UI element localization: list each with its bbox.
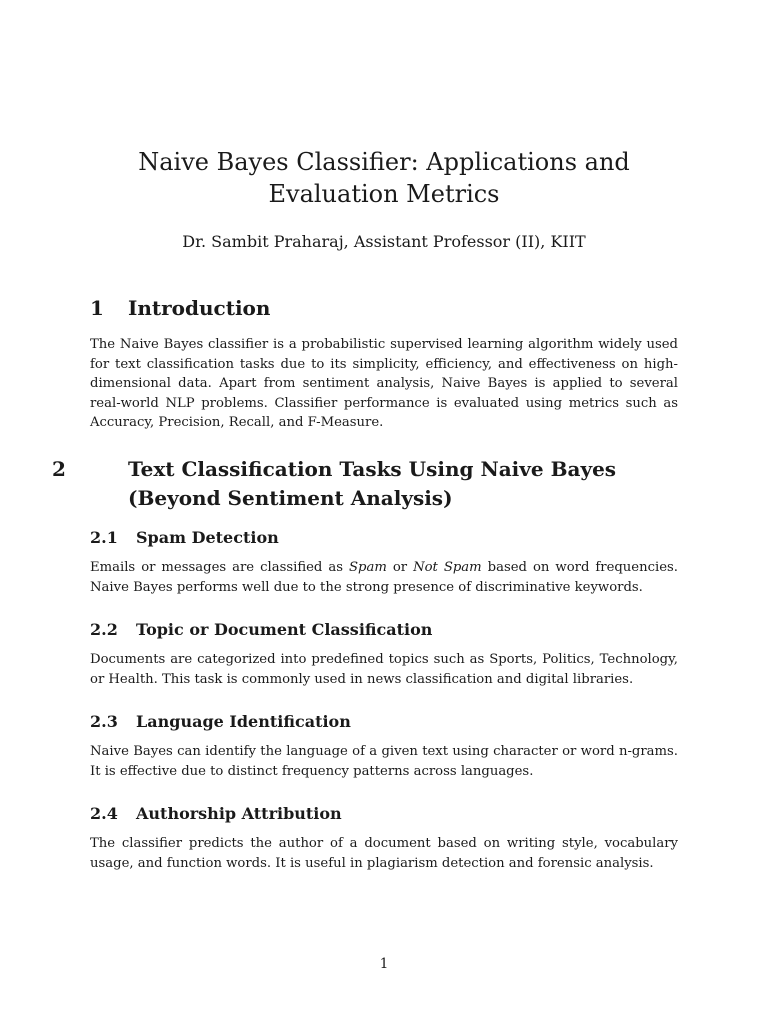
author-line: Dr. Sambit Praharaj, Assistant Professor (II), KIIT [182, 232, 586, 251]
page-number: 1 [379, 956, 389, 972]
paragraph-text: based on word frequencies. Naive Bayes performs well due to the strong presence of discriminative keywords. [90, 560, 678, 595]
section-title: Text Classification Tasks Using Naive Bayes (Beyond Sentiment Analysis) [128, 457, 617, 510]
authorship-attribution-paragraph: The classifier predicts the author of a document based on writing style, vocabulary usage, and function words. It is useful in plagiarism detection and forensic analysis. [90, 836, 678, 871]
subsection-number: 2.2 [90, 620, 118, 639]
section-heading-introduction [90, 294, 678, 323]
subsection-number: 2.1 [90, 528, 118, 547]
subsection-number: 2.3 [90, 712, 118, 731]
paragraph-text: or [386, 560, 414, 575]
topic-classification-paragraph: Documents are categorized into predefined topics such as Sports, Politics, Technology, or Health. This task is commonly used in news classification and digital libraries. [90, 652, 678, 687]
section-heading-text-classification [52, 455, 678, 513]
introduction-paragraph: The Naive Bayes classifier is a probabilistic supervised learning algorithm widely used for text classification tasks due to its simplicity, efficiency, and effectiveness on high-dimensional data. Apart from sentiment analysis, Naive Bayes is applied to several real-world NLP problems. Classifier performance is evaluated using metrics such as Accuracy, Precision, Recall, and F-Measure. [90, 337, 678, 430]
emphasis-not-spam: Not Spam [413, 560, 482, 575]
spam-detection-paragraph [90, 558, 678, 597]
subsection-title: Spam Detection [136, 528, 279, 547]
subsection-heading-authorship-attribution [90, 803, 678, 825]
subsection-title: Topic or Document Classification [136, 620, 433, 639]
emphasis-spam: Spam [348, 560, 387, 575]
section-number: 1 [90, 296, 104, 320]
section-number: 2 [52, 457, 66, 481]
paragraph-text: Emails or messages are classified as [90, 560, 349, 575]
subsection-title: Language Identification [136, 712, 351, 731]
section-title: Introduction [128, 296, 271, 320]
document-title: Naive Bayes Classifier: Applications and Evaluation Metrics [138, 148, 630, 208]
subsection-heading-language-identification [90, 711, 678, 733]
subsection-heading-spam-detection [90, 527, 678, 549]
language-identification-paragraph: Naive Bayes can identify the language of a given text using character or word n-grams. It is effective due to distinct frequency patterns across languages. [90, 744, 678, 779]
subsection-number: 2.4 [90, 804, 118, 823]
subsection-heading-topic-classification [90, 619, 678, 641]
subsection-title: Authorship Attribution [136, 804, 342, 823]
